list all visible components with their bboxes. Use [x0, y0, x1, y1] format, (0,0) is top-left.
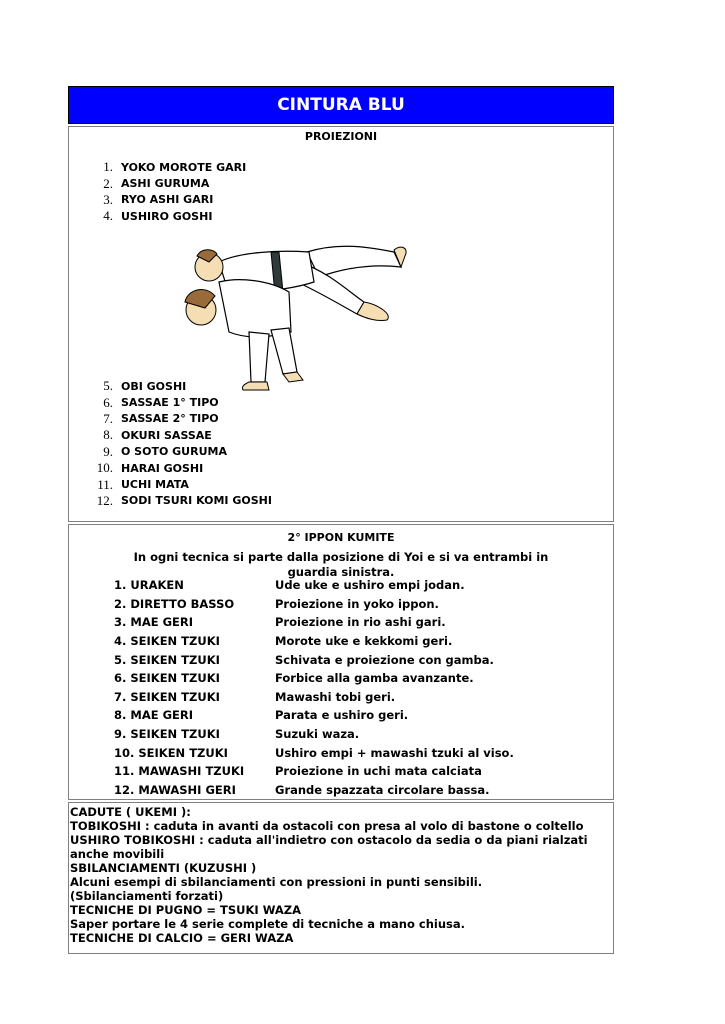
belt-program-table	[68, 86, 614, 954]
list-item: 6. SASSAE 1° TIPO	[103, 394, 219, 410]
table-row: 6. SEIKEN TZUKI Forbice alla gamba avanzante.	[114, 671, 474, 686]
table-row: 7. SEIKEN TZUKI Mawashi tobi geri.	[114, 689, 396, 704]
proiezioni-list-bottom	[87, 378, 507, 509]
table-row: 11. MAWASHI TZUKI Proiezione in uchi mata calciata	[114, 764, 482, 779]
table-row: 1. URAKEN Ude uke e ushiro empi jodan.	[114, 578, 465, 593]
notes-section	[68, 802, 614, 954]
table-row: 9. SEIKEN TZUKI Suzuki waza.	[114, 727, 360, 742]
kumite-intro: In ogni tecnica si parte dalla posizione di Yoi e si va entrambi in guardia sinistra.	[133, 550, 549, 579]
list-item: 10. HARAI GOSHI	[96, 460, 204, 476]
notes-line: USHIRO TOBIKOSHI : caduta all'indietro con ostacolo da sedia o da piani rialzati anche movibili	[70, 833, 588, 861]
table-row: 5. SEIKEN TZUKI Schivata e proiezione con gamba.	[114, 652, 494, 667]
proiezioni-list-top	[87, 159, 507, 225]
list-item: 7. SASSAE 2° TIPO	[103, 410, 219, 426]
list-item: 4. USHIRO GOSHI	[103, 208, 213, 224]
proiezioni-section	[68, 126, 614, 522]
table-row: 4. SEIKEN TZUKI Morote uke e kekkomi geri.	[114, 634, 453, 649]
list-item: 11. UCHI MATA	[97, 476, 189, 492]
notes-line: TECNICHE DI CALCIO = GERI WAZA	[70, 931, 294, 945]
title-bar	[68, 86, 614, 124]
kumite-heading: 2° IPPON KUMITE	[287, 531, 395, 544]
notes-line: CADUTE ( UKEMI ):	[70, 805, 191, 819]
kumite-section	[68, 524, 614, 800]
notes-line: SBILANCIAMENTI (KUZUSHI )	[70, 861, 257, 875]
list-item: 1. YOKO MOROTE GARI	[103, 159, 247, 175]
notes-line: TECNICHE DI PUGNO = TSUKI WAZA	[70, 903, 302, 917]
list-item: 2. ASHI GURUMA	[103, 175, 210, 191]
list-item: 3. RYO ASHI GARI	[103, 191, 214, 207]
table-row: 2. DIRETTO BASSO Proiezione in yoko ippon.	[114, 596, 439, 611]
table-row: 12. MAWASHI GERI Grande spazzata circolare bassa.	[114, 782, 490, 797]
list-item: 5. OBI GOSHI	[103, 378, 187, 394]
list-item: 8. OKURI SASSAE	[103, 427, 212, 443]
judo-throw-illustration	[179, 222, 411, 394]
notes-line: (Sbilanciamenti forzati)	[70, 889, 224, 903]
list-item: 12. SODI TSURI KOMI GOSHI	[96, 492, 272, 508]
notes-line: Alcuni esempi di sbilanciamenti con pressioni in punti sensibili.	[70, 875, 483, 889]
proiezioni-heading: PROIEZIONI	[304, 130, 378, 143]
notes-line: Saper portare le 4 serie complete di tecniche a mano chiusa.	[70, 917, 466, 931]
list-item: 9. O SOTO GURUMA	[103, 443, 227, 459]
table-row: 3. MAE GERI Proiezione in rio ashi gari.	[114, 615, 446, 630]
page-title: CINTURA BLU	[277, 95, 405, 115]
table-row: 8. MAE GERI Parata e ushiro geri.	[114, 708, 409, 723]
notes-line: TOBIKOSHI : caduta in avanti da ostacoli con presa al volo di bastone o coltello	[70, 819, 584, 833]
kumite-table	[114, 576, 595, 799]
table-row: 10. SEIKEN TZUKI Ushiro empi + mawashi tzuki al viso.	[114, 745, 514, 760]
